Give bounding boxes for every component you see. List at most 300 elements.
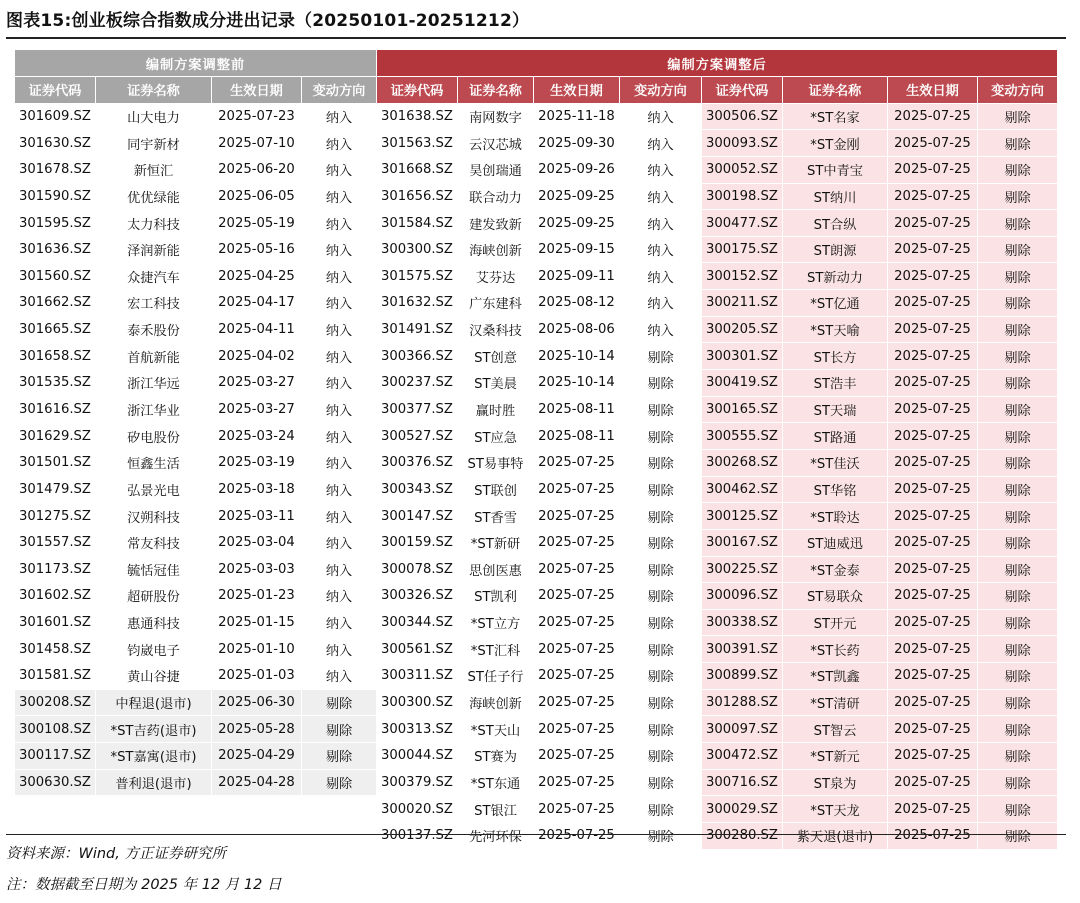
table-row xyxy=(15,370,1058,397)
table-cell: 纳入 xyxy=(302,636,377,663)
table-cell: 剔除 xyxy=(978,796,1058,823)
table-cell: 剔除 xyxy=(978,529,1058,556)
table-cell: *ST亿通 xyxy=(783,290,888,317)
table-cell: ST易联众 xyxy=(783,583,888,610)
table-cell: 纳入 xyxy=(302,449,377,476)
table-cell: 2025-07-25 xyxy=(534,529,620,556)
table-cell: *ST天山 xyxy=(458,716,534,743)
table-row xyxy=(15,396,1058,423)
table-cell: 纳入 xyxy=(302,263,377,290)
table-cell: 2025-07-25 xyxy=(888,503,978,530)
table-cell xyxy=(212,796,302,823)
table-cell: 剔除 xyxy=(620,636,702,663)
table-cell: 2025-07-25 xyxy=(534,583,620,610)
table-cell: 301581.SZ xyxy=(15,663,96,690)
table-cell: 纳入 xyxy=(620,290,702,317)
table-cell: 剔除 xyxy=(978,556,1058,583)
table-cell: 剔除 xyxy=(620,423,702,450)
table-cell: 2025-04-02 xyxy=(212,343,302,370)
table-cell: 剔除 xyxy=(978,290,1058,317)
table-cell: 先河环保 xyxy=(458,822,534,849)
table-cell: 纳入 xyxy=(302,130,377,157)
table-cell: 2025-07-25 xyxy=(888,370,978,397)
table-cell: 汉桑科技 xyxy=(458,316,534,343)
table-cell: 2025-03-19 xyxy=(212,449,302,476)
column-header: 变动方向 xyxy=(978,77,1058,104)
table-cell: 301458.SZ xyxy=(15,636,96,663)
table-cell: 纳入 xyxy=(302,316,377,343)
table-cell: 301575.SZ xyxy=(377,263,458,290)
table-cell: 惠通科技 xyxy=(96,609,212,636)
table-cell: 301609.SZ xyxy=(15,103,96,130)
table-cell: 云汉芯城 xyxy=(458,130,534,157)
table-cell: 剔除 xyxy=(620,769,702,796)
table-cell: 300379.SZ xyxy=(377,769,458,796)
column-header: 证券名称 xyxy=(96,77,212,104)
table-cell: *ST佳沃 xyxy=(783,449,888,476)
table-cell: 300326.SZ xyxy=(377,583,458,610)
table-row xyxy=(15,290,1058,317)
table-cell: 300093.SZ xyxy=(702,130,783,157)
table-cell: 300377.SZ xyxy=(377,396,458,423)
table-cell: 剔除 xyxy=(620,343,702,370)
table-row xyxy=(15,716,1058,743)
table-cell: 301288.SZ xyxy=(702,689,783,716)
table-cell: 2025-03-27 xyxy=(212,370,302,397)
table-cell: ST迪威迅 xyxy=(783,529,888,556)
table-cell: 300555.SZ xyxy=(702,423,783,450)
table-cell: 黄山谷捷 xyxy=(96,663,212,690)
constituent-change-table xyxy=(14,49,1058,850)
table-cell: 301557.SZ xyxy=(15,529,96,556)
table-cell: 2025-05-19 xyxy=(212,210,302,237)
table-cell: 2025-07-25 xyxy=(888,529,978,556)
column-header-row xyxy=(15,77,1058,104)
table-cell: 300716.SZ xyxy=(702,769,783,796)
table-row xyxy=(15,796,1058,823)
table-cell: 宏工科技 xyxy=(96,290,212,317)
table-row xyxy=(15,130,1058,157)
table-cell: 300108.SZ xyxy=(15,716,96,743)
table-row xyxy=(15,689,1058,716)
table-cell: ST凯利 xyxy=(458,583,534,610)
table-cell: 2025-07-25 xyxy=(534,636,620,663)
table-cell: 2025-07-25 xyxy=(534,689,620,716)
table-row xyxy=(15,529,1058,556)
column-header: 变动方向 xyxy=(620,77,702,104)
table-cell: 剔除 xyxy=(978,423,1058,450)
table-cell: 2025-09-25 xyxy=(534,210,620,237)
table-cell: 301632.SZ xyxy=(377,290,458,317)
table-cell: 2025-03-11 xyxy=(212,503,302,530)
table-cell: 广东建科 xyxy=(458,290,534,317)
column-header: 生效日期 xyxy=(534,77,620,104)
table-row xyxy=(15,636,1058,663)
table-row xyxy=(15,503,1058,530)
table-cell: 2025-04-25 xyxy=(212,263,302,290)
table-row xyxy=(15,103,1058,130)
table-cell: 2025-07-25 xyxy=(534,609,620,636)
table-cell: *ST立方 xyxy=(458,609,534,636)
table-cell xyxy=(302,822,377,849)
table-cell: 毓恬冠佳 xyxy=(96,556,212,583)
table-cell: 2025-03-27 xyxy=(212,396,302,423)
table-cell: 301590.SZ xyxy=(15,183,96,210)
table-cell: 2025-07-25 xyxy=(534,556,620,583)
table-cell: 新恒汇 xyxy=(96,156,212,183)
table-cell: 2025-03-03 xyxy=(212,556,302,583)
table-cell: 剔除 xyxy=(978,343,1058,370)
column-header: 证券名称 xyxy=(783,77,888,104)
table-cell: 海峡创新 xyxy=(458,689,534,716)
table-cell: 南网数字 xyxy=(458,103,534,130)
table-cell: 剔除 xyxy=(978,449,1058,476)
table-cell: 普利退(退市) xyxy=(96,769,212,796)
table-cell: 300225.SZ xyxy=(702,556,783,583)
table-cell: ST智云 xyxy=(783,716,888,743)
table-cell: 思创医惠 xyxy=(458,556,534,583)
table-cell: 300078.SZ xyxy=(377,556,458,583)
table-cell: 301636.SZ xyxy=(15,236,96,263)
table-cell: 300561.SZ xyxy=(377,636,458,663)
table-cell: *ST凯鑫 xyxy=(783,663,888,690)
table-cell: 剔除 xyxy=(620,716,702,743)
table-cell: 剔除 xyxy=(978,316,1058,343)
table-cell: 2025-07-25 xyxy=(888,236,978,263)
table-cell: 剔除 xyxy=(978,476,1058,503)
table-cell: 剔除 xyxy=(302,769,377,796)
table-cell: 2025-07-25 xyxy=(888,716,978,743)
table-cell: 首航新能 xyxy=(96,343,212,370)
table-cell: 300159.SZ xyxy=(377,529,458,556)
table-cell: 300152.SZ xyxy=(702,263,783,290)
table-cell: 2025-05-16 xyxy=(212,236,302,263)
table-cell: *ST长药 xyxy=(783,636,888,663)
table-cell: 300376.SZ xyxy=(377,449,458,476)
table-cell: ST开元 xyxy=(783,609,888,636)
table-cell: 300137.SZ xyxy=(377,822,458,849)
table-cell: 300630.SZ xyxy=(15,769,96,796)
table-cell: *ST嘉寓(退市) xyxy=(96,743,212,770)
table-row xyxy=(15,263,1058,290)
table-cell: ST华铭 xyxy=(783,476,888,503)
table-cell: 海峡创新 xyxy=(458,236,534,263)
table-cell: *ST名家 xyxy=(783,103,888,130)
table-cell: ST易事特 xyxy=(458,449,534,476)
table-cell: 纳入 xyxy=(620,236,702,263)
table-cell: 剔除 xyxy=(302,716,377,743)
table-cell: *ST金泰 xyxy=(783,556,888,583)
table-cell: 2025-09-15 xyxy=(534,236,620,263)
table-cell: 301501.SZ xyxy=(15,449,96,476)
table-cell: 300029.SZ xyxy=(702,796,783,823)
table-cell: 纳入 xyxy=(302,210,377,237)
table-cell: 剔除 xyxy=(978,636,1058,663)
table-cell: 联合动力 xyxy=(458,183,534,210)
table-cell: 300300.SZ xyxy=(377,689,458,716)
column-header: 证券名称 xyxy=(458,77,534,104)
table-cell: 300899.SZ xyxy=(702,663,783,690)
table-cell: 300052.SZ xyxy=(702,156,783,183)
table-cell: 301173.SZ xyxy=(15,556,96,583)
table-cell: 301602.SZ xyxy=(15,583,96,610)
table-row xyxy=(15,743,1058,770)
table-cell: *ST汇科 xyxy=(458,636,534,663)
table-cell: 300237.SZ xyxy=(377,370,458,397)
table-cell: 2025-07-25 xyxy=(888,183,978,210)
table-cell: 纳入 xyxy=(620,130,702,157)
table-cell: 剔除 xyxy=(978,609,1058,636)
table-cell: 恒鑫生活 xyxy=(96,449,212,476)
table-cell: 剔除 xyxy=(978,370,1058,397)
table-cell: 剔除 xyxy=(978,236,1058,263)
column-header: 证券代码 xyxy=(15,77,96,104)
table-cell: 纳入 xyxy=(302,529,377,556)
table-cell: 剔除 xyxy=(978,822,1058,849)
table-cell: 纳入 xyxy=(302,663,377,690)
table-cell: ST香雪 xyxy=(458,503,534,530)
table-cell: *ST清研 xyxy=(783,689,888,716)
table-cell: 剔除 xyxy=(620,609,702,636)
table-cell: 2025-08-06 xyxy=(534,316,620,343)
table-row xyxy=(15,343,1058,370)
table-cell: 昊创瑞通 xyxy=(458,156,534,183)
table-cell: 2025-07-25 xyxy=(534,663,620,690)
table-cell: 301616.SZ xyxy=(15,396,96,423)
table-cell: 2025-09-30 xyxy=(534,130,620,157)
table-cell: 300462.SZ xyxy=(702,476,783,503)
table-cell: 300117.SZ xyxy=(15,743,96,770)
table-cell: 2025-07-25 xyxy=(888,130,978,157)
table-cell: 2025-09-11 xyxy=(534,263,620,290)
table-cell: ST美晨 xyxy=(458,370,534,397)
table-cell: 汉朔科技 xyxy=(96,503,212,530)
table-cell: 2025-09-26 xyxy=(534,156,620,183)
table-cell: 2025-05-28 xyxy=(212,716,302,743)
table-cell: 2025-03-04 xyxy=(212,529,302,556)
table-cell: 纳入 xyxy=(620,263,702,290)
table-cell: ST银江 xyxy=(458,796,534,823)
table-cell: 301656.SZ xyxy=(377,183,458,210)
table-cell: 众捷汽车 xyxy=(96,263,212,290)
table-cell: 剔除 xyxy=(620,556,702,583)
table-cell: 300125.SZ xyxy=(702,503,783,530)
table-row xyxy=(15,449,1058,476)
table-cell: 剔除 xyxy=(978,583,1058,610)
table-cell: 剔除 xyxy=(978,689,1058,716)
table-cell: 300198.SZ xyxy=(702,183,783,210)
table-cell: 2025-04-29 xyxy=(212,743,302,770)
table-cell: 2025-07-10 xyxy=(212,130,302,157)
table-cell: 优优绿能 xyxy=(96,183,212,210)
table-cell xyxy=(96,796,212,823)
table-row xyxy=(15,663,1058,690)
table-cell: 2025-08-11 xyxy=(534,423,620,450)
table-cell: 2025-09-25 xyxy=(534,183,620,210)
table-body xyxy=(15,103,1058,849)
table-cell: ST任子行 xyxy=(458,663,534,690)
table-cell: 赢时胜 xyxy=(458,396,534,423)
table-cell: *ST新元 xyxy=(783,743,888,770)
table-cell: 剔除 xyxy=(978,716,1058,743)
table-cell: 300391.SZ xyxy=(702,636,783,663)
table-cell: 2025-06-30 xyxy=(212,689,302,716)
table-cell: 浙江华远 xyxy=(96,370,212,397)
table-cell: 300175.SZ xyxy=(702,236,783,263)
table-cell: 剔除 xyxy=(620,503,702,530)
table-cell: ST天瑞 xyxy=(783,396,888,423)
table-cell: 纳入 xyxy=(302,583,377,610)
table-cell: 300506.SZ xyxy=(702,103,783,130)
table-cell: 2025-01-03 xyxy=(212,663,302,690)
table-cell: 2025-10-14 xyxy=(534,343,620,370)
table-cell: 纳入 xyxy=(302,503,377,530)
table-cell: 纳入 xyxy=(302,556,377,583)
table-row xyxy=(15,183,1058,210)
table-row xyxy=(15,769,1058,796)
table-cell: 泽润新能 xyxy=(96,236,212,263)
column-header: 生效日期 xyxy=(212,77,302,104)
table-cell: ST应急 xyxy=(458,423,534,450)
table-cell: 301601.SZ xyxy=(15,609,96,636)
table-cell: 300147.SZ xyxy=(377,503,458,530)
table-cell: 2025-03-18 xyxy=(212,476,302,503)
column-header: 证券代码 xyxy=(377,77,458,104)
table-cell: 2025-07-25 xyxy=(888,396,978,423)
table-cell: 剔除 xyxy=(302,689,377,716)
table-cell: ST泉为 xyxy=(783,769,888,796)
table-cell: ST朗源 xyxy=(783,236,888,263)
table-cell: 300338.SZ xyxy=(702,609,783,636)
date-note: 注：数据截至日期为 2025 年 12 月 12 日 xyxy=(6,877,282,893)
table-cell: 纳入 xyxy=(302,609,377,636)
table-cell: 2025-01-10 xyxy=(212,636,302,663)
table-cell: 300165.SZ xyxy=(702,396,783,423)
figure-title: 图表15:创业板综合指数成分进出记录（20250101-20251212） xyxy=(6,11,530,31)
table-cell: 300167.SZ xyxy=(702,529,783,556)
table-cell: ST合纵 xyxy=(783,210,888,237)
table-cell: 300096.SZ xyxy=(702,583,783,610)
table-cell: 太力科技 xyxy=(96,210,212,237)
table-cell: 2025-07-25 xyxy=(888,609,978,636)
table-cell: *ST吉药(退市) xyxy=(96,716,212,743)
table-cell: 剔除 xyxy=(620,663,702,690)
table-cell: 2025-07-25 xyxy=(534,716,620,743)
table-cell: 300205.SZ xyxy=(702,316,783,343)
table-cell: 剔除 xyxy=(978,663,1058,690)
table-cell: 矽电股份 xyxy=(96,423,212,450)
table-cell: 2025-07-25 xyxy=(534,796,620,823)
table-cell: 301595.SZ xyxy=(15,210,96,237)
table-cell: 常友科技 xyxy=(96,529,212,556)
table-cell: 300419.SZ xyxy=(702,370,783,397)
table-cell: 弘景光电 xyxy=(96,476,212,503)
table-cell: 纳入 xyxy=(302,183,377,210)
table-cell: 钧崴电子 xyxy=(96,636,212,663)
table-cell: 2025-04-17 xyxy=(212,290,302,317)
table-cell: 2025-07-25 xyxy=(888,556,978,583)
table-cell: 剔除 xyxy=(978,503,1058,530)
table-cell xyxy=(15,796,96,823)
table-cell: 泰禾股份 xyxy=(96,316,212,343)
table-cell: 2025-07-25 xyxy=(534,743,620,770)
table-row xyxy=(15,476,1058,503)
table-cell: 纳入 xyxy=(302,423,377,450)
table-cell: 2025-07-25 xyxy=(888,636,978,663)
table-cell: 超研股份 xyxy=(96,583,212,610)
table-cell: ST路通 xyxy=(783,423,888,450)
table-cell: 剔除 xyxy=(302,743,377,770)
table-cell: 301662.SZ xyxy=(15,290,96,317)
table-cell: 2025-07-25 xyxy=(888,796,978,823)
table-cell: 山大电力 xyxy=(96,103,212,130)
table-cell: 剔除 xyxy=(978,130,1058,157)
table-cell: *ST天喻 xyxy=(783,316,888,343)
table-cell: 2025-01-15 xyxy=(212,609,302,636)
table-cell: 300344.SZ xyxy=(377,609,458,636)
table-cell: ST新动力 xyxy=(783,263,888,290)
source-note: 资料来源：Wind, 方正证券研究所 xyxy=(6,846,226,862)
table-cell: ST赛为 xyxy=(458,743,534,770)
table-cell: 2025-07-23 xyxy=(212,103,302,130)
table-cell: 剔除 xyxy=(978,210,1058,237)
table-cell: 2025-07-25 xyxy=(534,503,620,530)
table-row xyxy=(15,156,1058,183)
title-underline xyxy=(6,37,1066,39)
table-cell: 300366.SZ xyxy=(377,343,458,370)
table-cell: ST浩丰 xyxy=(783,370,888,397)
table-cell: 301479.SZ xyxy=(15,476,96,503)
table-cell: 纳入 xyxy=(302,396,377,423)
table-cell: 2025-07-25 xyxy=(888,103,978,130)
table-cell: 剔除 xyxy=(620,689,702,716)
table-cell: 2025-07-25 xyxy=(534,769,620,796)
table-cell: 2025-07-25 xyxy=(888,476,978,503)
table-cell: 2025-07-25 xyxy=(888,263,978,290)
table-cell: 2025-04-11 xyxy=(212,316,302,343)
table-cell: 纳入 xyxy=(620,210,702,237)
table-cell: 纳入 xyxy=(302,343,377,370)
table-cell: 2025-07-25 xyxy=(888,689,978,716)
table-cell: ST纳川 xyxy=(783,183,888,210)
group-header-after: 编制方案调整后 xyxy=(377,50,1058,77)
table-cell: 2025-08-11 xyxy=(534,396,620,423)
table-cell: 剔除 xyxy=(978,743,1058,770)
table-cell: 纳入 xyxy=(620,103,702,130)
table-row xyxy=(15,556,1058,583)
table-cell: 301491.SZ xyxy=(377,316,458,343)
table-row xyxy=(15,423,1058,450)
table-cell: 301665.SZ xyxy=(15,316,96,343)
table-cell: ST中青宝 xyxy=(783,156,888,183)
table-row xyxy=(15,583,1058,610)
table-cell: 300208.SZ xyxy=(15,689,96,716)
table-cell: 2025-07-25 xyxy=(534,476,620,503)
table-cell: 剔除 xyxy=(620,476,702,503)
table-cell: 剔除 xyxy=(620,449,702,476)
table-cell: *ST金刚 xyxy=(783,130,888,157)
footer-rule xyxy=(6,834,1066,835)
table-cell: 301275.SZ xyxy=(15,503,96,530)
table-cell: 纳入 xyxy=(620,183,702,210)
table-cell: *ST新研 xyxy=(458,529,534,556)
column-header: 变动方向 xyxy=(302,77,377,104)
table-cell: *ST天龙 xyxy=(783,796,888,823)
table-cell: 2025-07-25 xyxy=(888,290,978,317)
table-cell: 2025-07-25 xyxy=(888,583,978,610)
table-cell: 2025-07-25 xyxy=(888,663,978,690)
table-cell: 建发致新 xyxy=(458,210,534,237)
